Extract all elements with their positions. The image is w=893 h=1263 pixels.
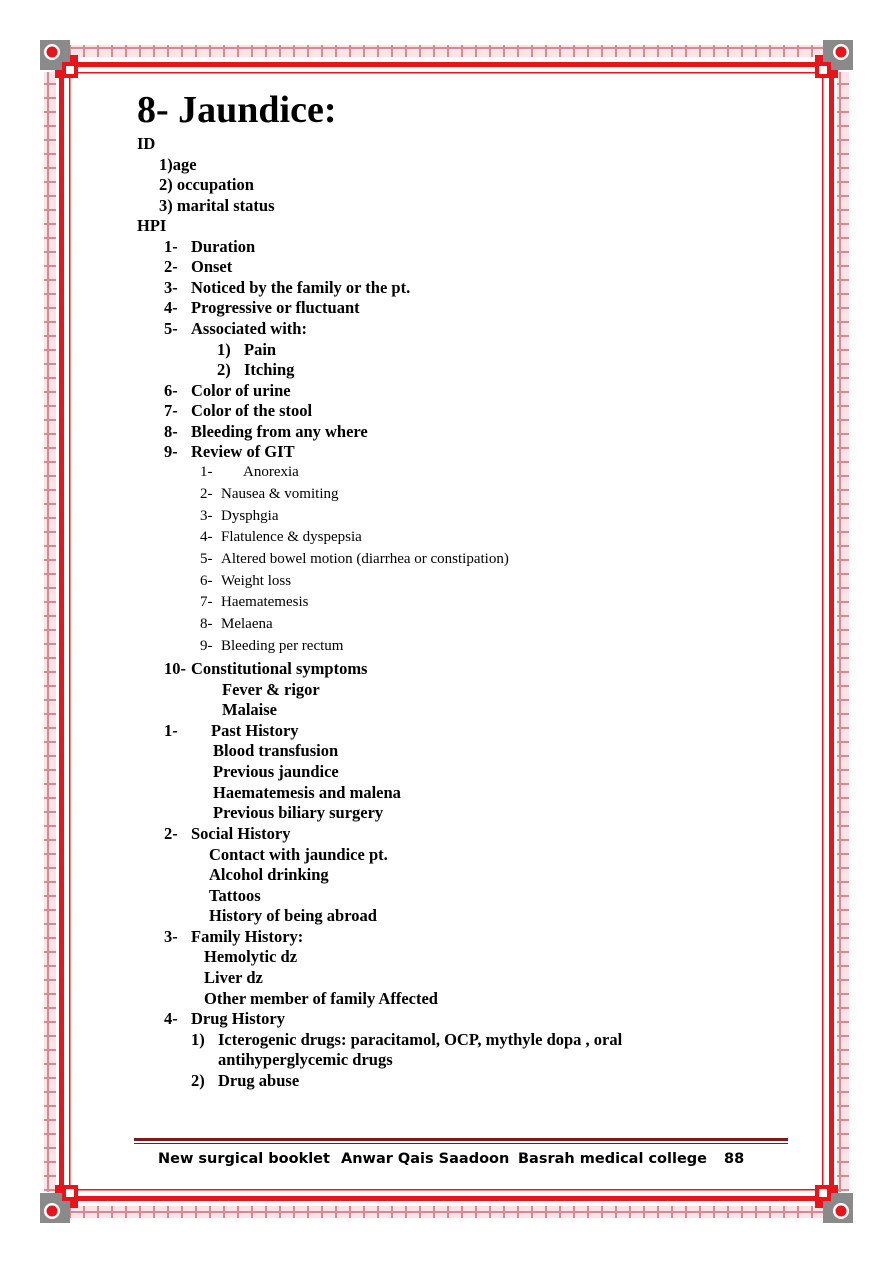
id-item-age: 1)age — [159, 155, 197, 174]
history-item: Previous jaundice — [213, 762, 339, 781]
list-item: 4- Drug History — [164, 1009, 285, 1028]
history-item: Haematemesis and malena — [213, 783, 401, 802]
list-item: 1- Past History — [164, 721, 299, 740]
git-review-item: 7- Haematemesis — [200, 594, 309, 610]
git-review-item: 6- Weight loss — [200, 573, 292, 589]
list-item: 7- Color of the stool — [164, 401, 313, 420]
git-review-item: 5- Altered bowel motion (diarrhea or constipation) — [200, 551, 509, 567]
sub-list-item: 2) Itching — [217, 360, 295, 379]
list-item: 3- Family History: — [164, 927, 304, 946]
git-review-item: 1- Anorexia — [200, 464, 299, 480]
git-review-item: 3- Dysphgia — [200, 508, 279, 524]
list-item: 5- Associated with: — [164, 319, 307, 338]
footer-rule — [134, 1138, 788, 1141]
list-item: 3- Noticed by the family or the pt. — [164, 278, 411, 297]
page-title: 8- Jaundice: — [137, 89, 337, 131]
symptom-item: Malaise — [222, 700, 277, 719]
history-item: Blood transfusion — [213, 741, 339, 760]
sub-list-item: 1) Pain — [217, 340, 277, 359]
history-item: Hemolytic dz — [204, 947, 298, 966]
history-item: Contact with jaundice pt. — [209, 845, 388, 864]
history-item: History of being abroad — [209, 906, 377, 925]
id-item-marital-status: 3) marital status — [159, 196, 275, 215]
git-review-item: 4- Flatulence & dyspepsia — [200, 529, 362, 545]
sub-list-item-continuation: antihyperglycemic drugs — [218, 1050, 393, 1069]
section-heading-hpi: HPI — [137, 216, 167, 235]
symptom-item: Fever & rigor — [222, 680, 320, 699]
history-item: Other member of family Affected — [204, 989, 438, 1008]
list-item: 2- Onset — [164, 257, 233, 276]
history-item: Previous biliary surgery — [213, 803, 384, 822]
footer-author: Anwar Qais Saadoon — [341, 1151, 510, 1167]
git-review-item: 2- Nausea & vomiting — [200, 486, 339, 502]
page-number: 88 — [724, 1151, 745, 1167]
history-item: Liver dz — [204, 968, 263, 987]
id-item-occupation: 2) occupation — [159, 175, 254, 194]
list-item: 10- Constitutional symptoms — [164, 659, 368, 678]
sub-list-item: 1) Icterogenic drugs: paracitamol, OCP, mythyle dopa , oral — [191, 1030, 623, 1049]
footer-college: Basrah medical college — [518, 1151, 708, 1167]
section-heading-id: ID — [137, 134, 156, 153]
footer-rule-thin — [134, 1143, 788, 1144]
list-item: 8- Bleeding from any where — [164, 422, 368, 441]
list-item: 6- Color of urine — [164, 381, 291, 400]
sub-list-item: 2) Drug abuse — [191, 1071, 300, 1090]
git-review-item: 9- Bleeding per rectum — [200, 638, 344, 654]
footer-booklet-title: New surgical booklet — [158, 1151, 330, 1167]
list-item: 1- Duration — [164, 237, 256, 256]
list-item: 2- Social History — [164, 824, 291, 843]
git-review-item: 8- Melaena — [200, 616, 273, 632]
list-item: 9- Review of GIT — [164, 442, 295, 461]
history-item: Alcohol drinking — [209, 865, 329, 884]
list-item: 4- Progressive or fluctuant — [164, 298, 360, 317]
history-item: Tattoos — [209, 886, 261, 905]
